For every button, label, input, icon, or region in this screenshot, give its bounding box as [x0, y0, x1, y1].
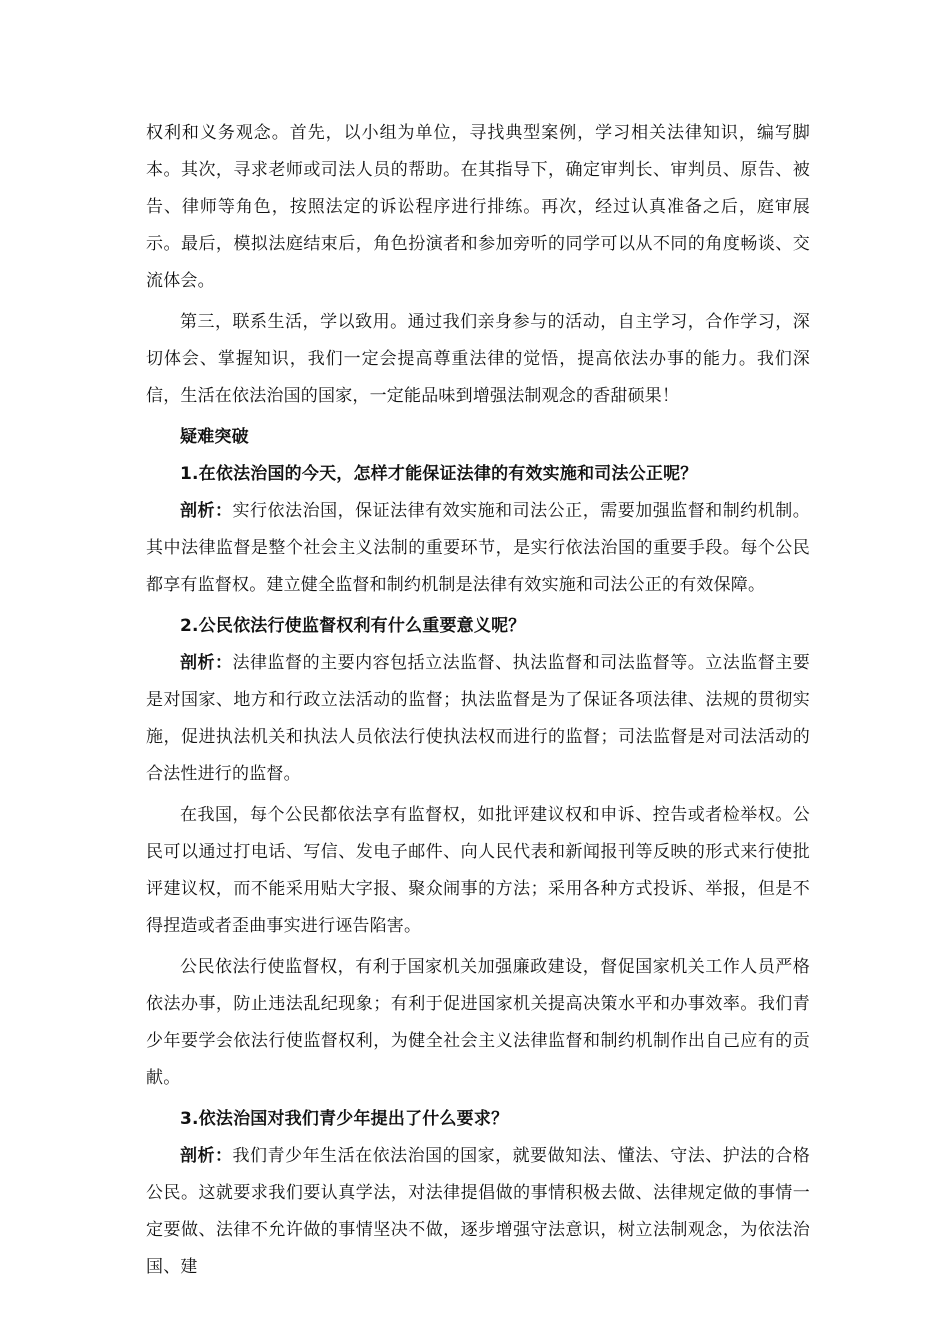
answer-text: 实行依法治国，保证法律有效实施和司法公正，需要加强监督和制约机制。其中法律监督是整个社会主义法制的重要环节，是实行依法治国的重要手段。每个公民都享有监督权。建立健全监督和制约机制是法律有效实施和司法公正的有效保障。: [146, 501, 810, 595]
answer-paragraph: [146, 1138, 810, 1286]
document-page: [146, 115, 810, 1286]
question-title: 3.依法治国对我们青少年提出了什么要求？: [180, 1109, 509, 1129]
answer-paragraph: [146, 645, 810, 793]
body-paragraph: 公民依法行使监督权，有利于国家机关加强廉政建设，督促国家机关工作人员严格依法办事，防止违法乱纪现象；有利于促进国家机关提高决策水平和办事效率。我们青少年要学会依法行使监督权利，为健全社会主义法律监督和制约机制作出自己应有的贡献。: [146, 957, 810, 1088]
answer-paragraph: [146, 493, 810, 604]
answer-text: 法律监督的主要内容包括立法监督、执法监督和司法监督等。立法监督主要是对国家、地方和行政立法活动的监督；执法监督是为了保证各项法律、法规的贯彻实施，促进执法机关和执法人员依法行使执法权而进行的监督；司法监督是对司法活动的合法性进行的监督。: [146, 653, 810, 784]
question-title: 1.在依法治国的今天，怎样才能保证法律的有效实施和司法公正呢？: [180, 464, 698, 484]
section-title: 疑难突破: [180, 427, 249, 447]
body-paragraph: 第三，联系生活，学以致用。通过我们亲身参与的活动，自主学习，合作学习，深切体会、掌握知识，我们一定会提高尊重法律的觉悟，提高依法办事的能力。我们深信，生活在依法治国的国家，一定能品味到增强法制观念的香甜硕果！: [146, 312, 810, 406]
body-paragraph: 权利和义务观念。首先，以小组为单位，寻找典型案例，学习相关法律知识，编写脚本。其次，寻求老师或司法人员的帮助。在其指导下，确定审判长、审判员、原告、被告、律师等角色，按照法定的诉讼程序进行排练。再次，经过认真准备之后，庭审展示。最后，模拟法庭结束后，角色扮演者和参加旁听的同学可以从不同的角度畅谈、交流体会。: [146, 123, 810, 291]
body-paragraph: 在我国，每个公民都依法享有监督权，如批评建议权和申诉、控告或者检举权。公民可以通过打电话、写信、发电子邮件、向人民代表和新闻报刊等反映的形式来行使批评建议权，而不能采用贴大字报、聚众闹事的方法；采用各种方式投诉、举报，但是不得捏造或者歪曲事实进行诬告陷害。: [146, 805, 810, 936]
answer-label: 剖析：: [180, 501, 233, 521]
question-title: 2.公民依法行使监督权利有什么重要意义呢？: [180, 616, 526, 636]
answer-label: 剖析：: [180, 1146, 233, 1166]
answer-label: 剖析：: [180, 653, 233, 673]
answer-text: 我们青少年生活在依法治国的国家，就要做知法、懂法、守法、护法的合格公民。这就要求我们要认真学法，对法律提倡做的事情积极去做、法律规定做的事情一定要做、法律不允许做的事情坚决不做，逐步增强守法意识，树立法制观念，为依法治国、建: [146, 1146, 810, 1277]
